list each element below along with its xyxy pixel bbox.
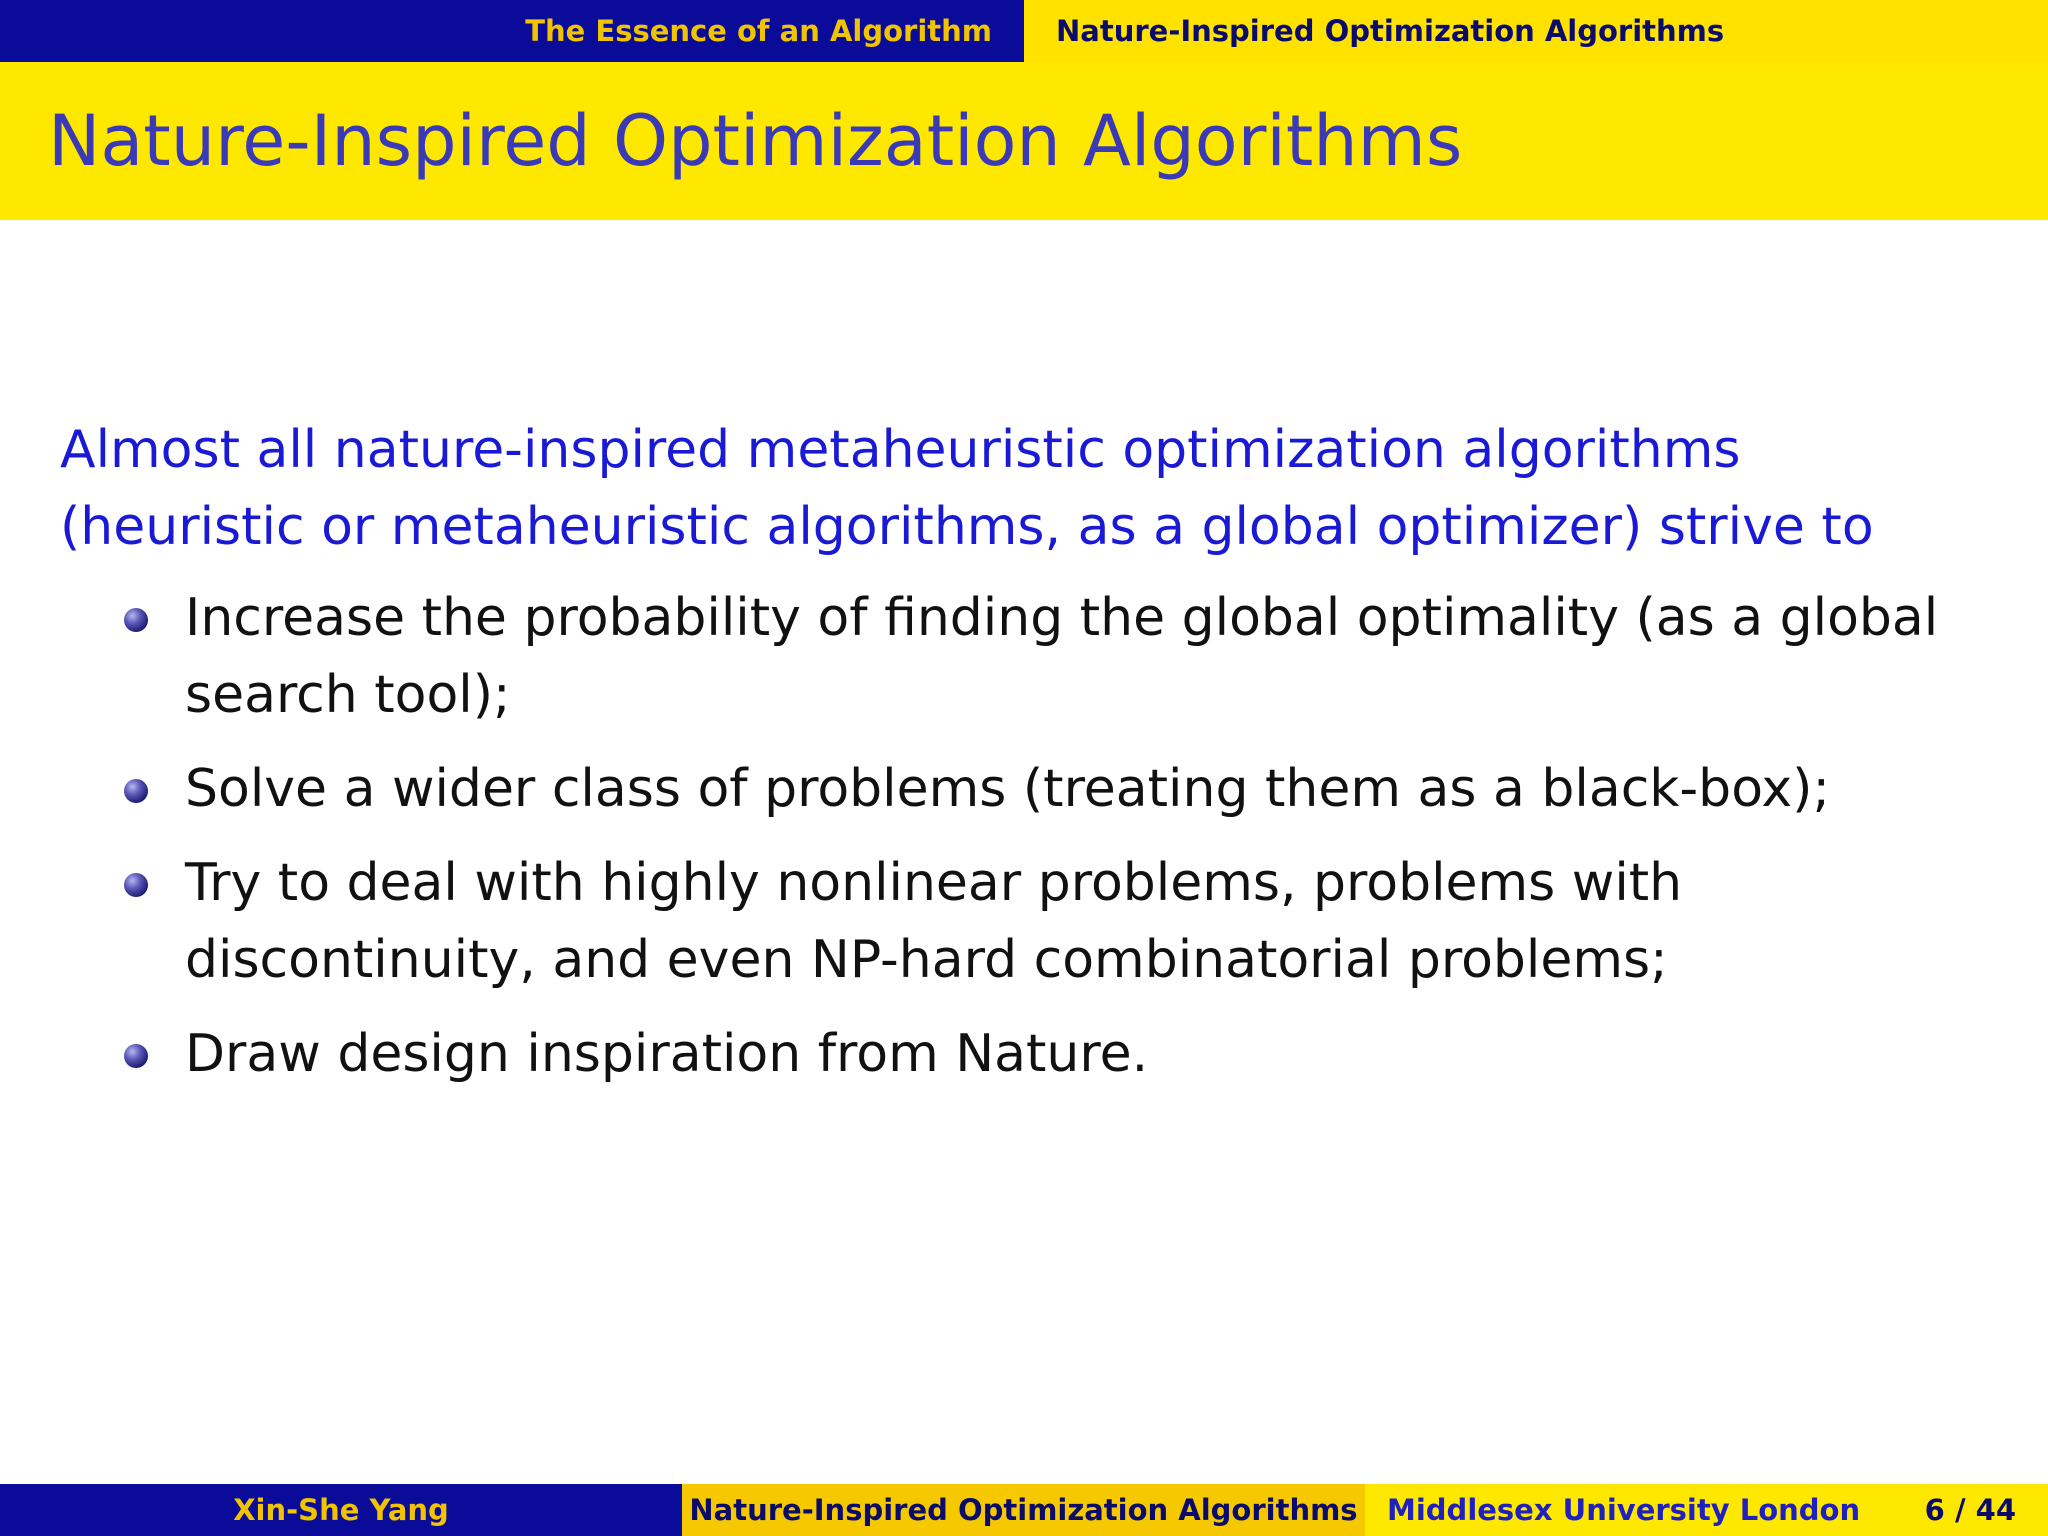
bullet-ball-icon	[124, 608, 148, 632]
footer-short-title[interactable]: Nature-Inspired Optimization Algorithms	[682, 1484, 1365, 1536]
list-item	[0, 580, 1945, 734]
list-item-text: Solve a wider class of problems (treating them as a black-box);	[185, 759, 1830, 819]
bullet-ball-icon	[124, 779, 148, 803]
list-item	[0, 1016, 1945, 1093]
page-number: 6 / 44	[1924, 1493, 2016, 1527]
bullet-ball-icon	[124, 1044, 148, 1068]
nav-section-link[interactable]: The Essence of an Algorithm	[525, 14, 992, 48]
footer-author[interactable]: Xin-She Yang	[0, 1484, 682, 1536]
bullet-list	[0, 580, 2048, 1110]
bullet-ball-icon	[124, 873, 148, 897]
intro-paragraph: Almost all nature-inspired metaheuristic optimization algorithms (heuristic or metaheuristic algorithms, as a global optimizer) strive to	[60, 420, 1874, 557]
page-title: Nature-Inspired Optimization Algorithms	[48, 100, 1463, 182]
list-item-text: Increase the probability of finding the global optimality (as a global search tool);	[185, 588, 1939, 725]
nav-subsection-link[interactable]: Nature-Inspired Optimization Algorithms	[1056, 14, 1725, 48]
list-item-text: Draw design inspiration from Nature.	[185, 1024, 1149, 1084]
footer-institute-panel	[1365, 1484, 2048, 1536]
footer-bar	[0, 1484, 2048, 1536]
nav-subsection-panel	[1024, 0, 2048, 62]
list-item	[0, 845, 1945, 999]
frame-title-band	[0, 62, 2048, 220]
list-item	[0, 751, 1945, 828]
nav-section-panel	[0, 0, 1024, 62]
list-item-text: Try to deal with highly nonlinear problems, problems with discontinuity, and even NP-hard combinatorial problems;	[185, 853, 1683, 990]
footer-institute[interactable]: Middlesex University London	[1387, 1493, 1861, 1527]
top-navigation-bar	[0, 0, 2048, 62]
